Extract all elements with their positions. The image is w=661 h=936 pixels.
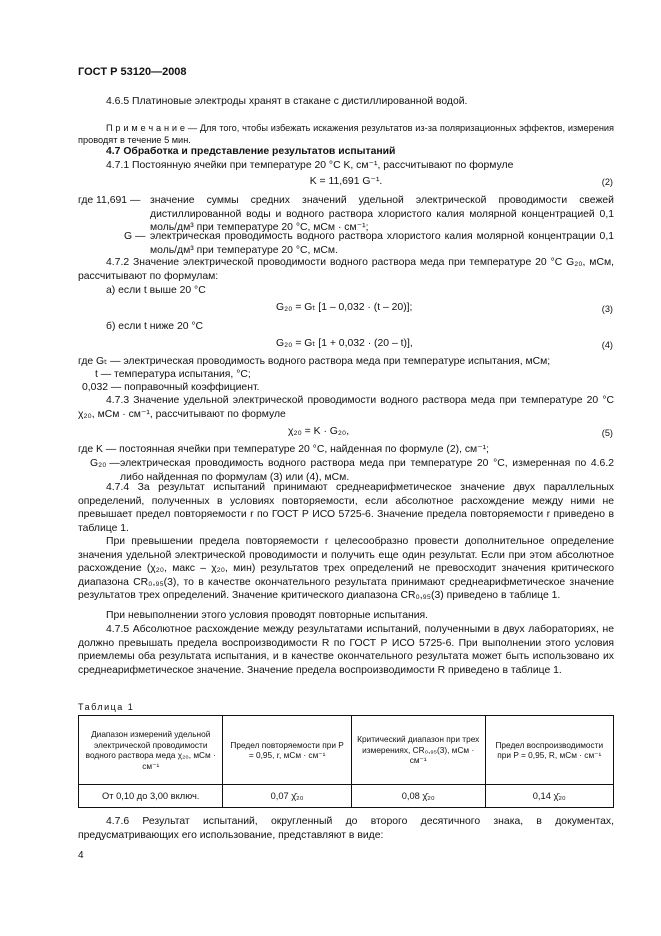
definition: где Gₜ — электрическая проводимость водного раствора меда при температуре испытания, мСм;: [78, 356, 551, 367]
definition: t — температура испытания, °С;: [95, 369, 251, 380]
table-header-cell: Критический диапазон при трех измерениях, CR₀,₉₅(3), мСм · см⁻¹: [351, 716, 485, 785]
case-b: б) если t ниже 20 °С: [106, 321, 204, 332]
table-cell: 0,07 χ̄₂₀: [223, 785, 351, 808]
formula-2: K = 11,691 G⁻¹.: [309, 176, 383, 187]
note: П р и м е ч а н и е — Для того, чтобы избежать искажения результатов из-за поляризационных эффектов, измерения проводят в течение 5 мин.: [78, 123, 614, 145]
table-caption: Таблица 1: [78, 702, 135, 712]
page-number: 4: [78, 850, 84, 861]
definition-text: электрическая проводимость водного раствора меда при температуре 20 °С, измеренная по 4.6.2 либо найденная по формулам (3) или (4), мСм.: [120, 458, 614, 483]
paragraph-4-7-2: 4.7.2 Значение электрической проводимости водного раствора меда при температуре 20 °С G₂₀, мСм, рассчитывают по формулам:: [78, 257, 614, 282]
table-1: [78, 715, 614, 808]
equation-number-5: (5): [601, 428, 613, 438]
definition-term: G —: [124, 231, 146, 242]
table-cell: От 0,10 до 3,00 включ.: [79, 785, 223, 808]
definition-text: электрическая проводимость водного раствора хлористого калия молярной концентрации 0,1 моль/дм³ при температуре 20 °С, мСм.: [150, 231, 614, 256]
paragraph-4-7-4: 4.7.4 За результат испытаний принимают среднеарифметическое значение двух параллельных определений, полученных в условиях повторяемости, если абсолютное расхождение между ними не превышает предел повторяемости r по ГОСТ Р ИСО 5725-6. Значение предела повторяемости r приведено в таблице 1.: [78, 482, 614, 534]
table-header-cell: Предел воспроизводимости при P = 0,95, R, мСм · см⁻¹: [485, 716, 613, 785]
equation-number-3: (3): [601, 304, 613, 314]
section-heading-4-7: 4.7 Обработка и представление результатов испытаний: [106, 146, 396, 157]
table-header-cell: Предел повторяемости при P = 0,95, r, мСм · см⁻¹: [223, 716, 351, 785]
formula-3: G₂₀ = Gₜ [1 – 0,032 · (t – 20)];: [276, 302, 413, 313]
paragraph-4-7-4-continued: При превышении предела повторяемости r целесообразно провести дополнительное определение значения удельной электрической проводимости и получить еще один результат. Если при этом абсолютное расхождение (χ₂₀, макс – χ₂₀, мин) результатов трех определений не превосходит значения критического диапазона CR₀,₉₅(3), то в качестве окончательного результата принимают среднеарифметическое значение результатов трех определений. Значение критического диапазона CR₀,₉₅(3) приведено в таблице 1.: [78, 536, 614, 601]
definition-text: значение суммы средних значений удельной электрической проводимости свежей дистиллированной воды и водного раствора хлористого калия молярной концентрацией 0,1 моль/дм³ при температуре 20 °С, мСм · см⁻¹;: [150, 195, 614, 233]
definition-term: G₂₀ —: [90, 458, 120, 469]
equation-number-2: (2): [601, 177, 613, 187]
paragraph-4-7-4-repeat: При невыполнении этого условия проводят повторные испытания.: [106, 610, 429, 621]
paragraph-4-7-6: 4.7.6 Результат испытаний, округленный до второго десятичного знака, в документах, предусматривающих его использование, представляют в виде:: [78, 816, 614, 841]
table-cell: 0,14 χ̄₂₀: [485, 785, 613, 808]
table-row: [79, 785, 614, 808]
formula-5: χ₂₀ = K · G₂₀,: [288, 426, 350, 437]
definition-term: где 11,691 —: [78, 195, 141, 206]
standard-header: ГОСТ Р 53120—2008: [78, 66, 187, 78]
equation-number-4: (4): [601, 340, 613, 350]
definition: 0,032 — поправочный коэффициент.: [82, 382, 260, 393]
paragraph-4-7-1: 4.7.1 Постоянную ячейки при температуре 20 °С K, см⁻¹, рассчитывают по формуле: [106, 160, 514, 171]
paragraph-4-7-5: 4.7.5 Абсолютное расхождение между результатами испытаний, полученными в двух лабораториях, не должно превышать предела воспроизводимости R по ГОСТ Р ИСО 5725-6. При выполнении этого условия приемлемы оба результата испытания, и в качестве окончательного результата может быть использовано их среднеарифметическое значение. Значение предела воспроизводимости R приведено в таблице 1.: [78, 624, 614, 676]
paragraph-4-7-3: 4.7.3 Значение удельной электрической проводимости водного раствора меда при температуре 20 °С χ₂₀, мСм · см⁻¹, рассчитывают по формуле: [78, 395, 614, 420]
formula-4: G₂₀ = Gₜ [1 + 0,032 · (20 – t)],: [276, 338, 413, 349]
case-a: а) если t выше 20 °С: [106, 285, 206, 296]
table-header-row: [79, 716, 614, 785]
paragraph-4-6-5: 4.6.5 Платиновые электроды хранят в стакане с дистиллированной водой.: [106, 96, 468, 107]
definition: где K — постоянная ячейки при температуре 20 °С, найденная по формуле (2), см⁻¹;: [78, 444, 490, 455]
table-cell: 0,08 χ̄₂₀: [351, 785, 485, 808]
table-header-cell: Диапазон измерений удельной электрической проводимости водного раствора меда χ₂₀, мСм · см⁻¹: [79, 716, 223, 785]
